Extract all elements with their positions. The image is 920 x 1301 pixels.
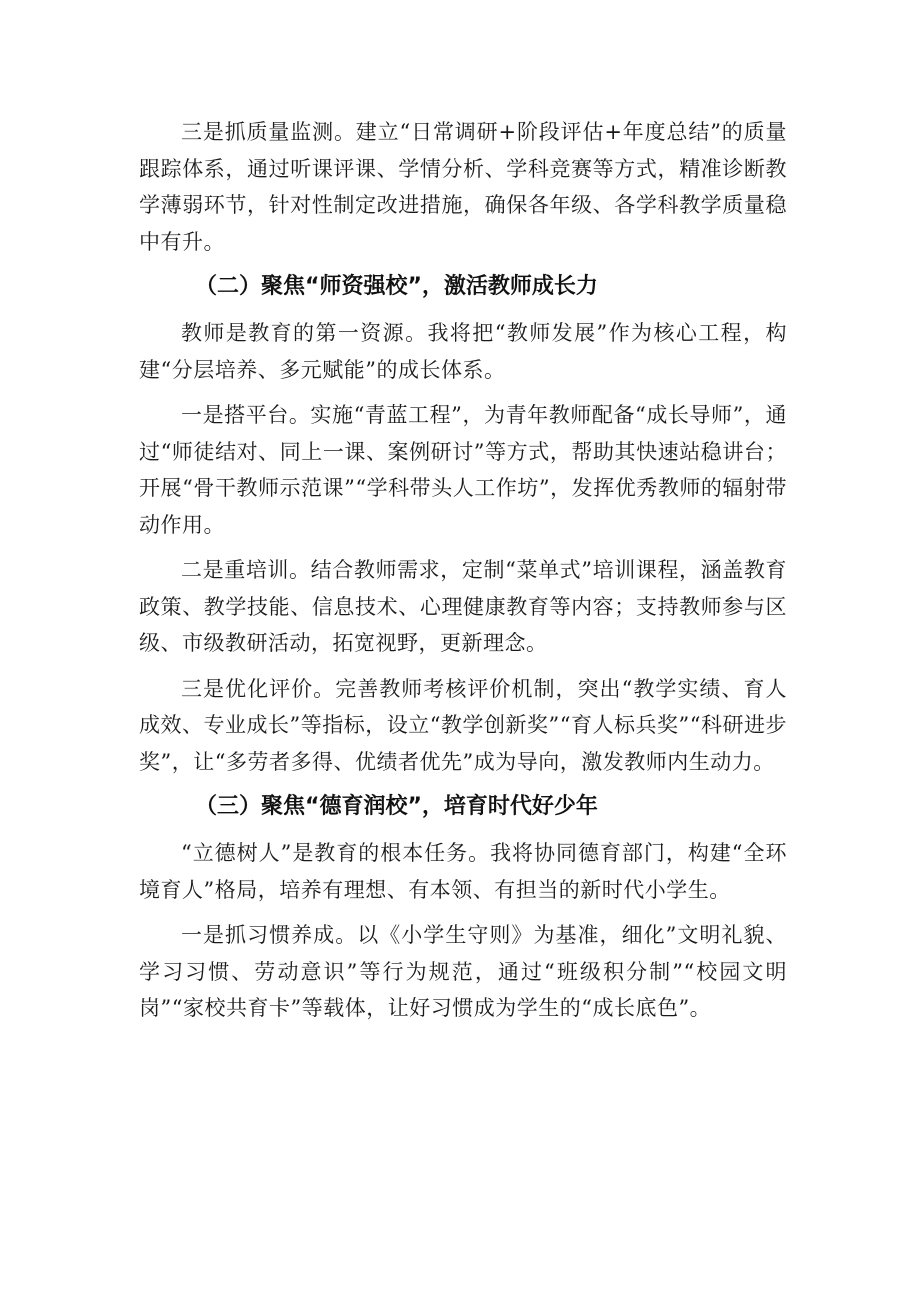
paragraph-training: 二是重培训。结合教师需求，定制“菜单式”培训课程，涵盖教育政策、教学技能、信息技术、心理健康教育等内容；支持教师参与区级、市级教研活动，拓宽视野，更新理念。 xyxy=(139,558,787,655)
paragraph-habit-formation: 一是抓习惯养成。以《小学生守则》为基准，细化”文明礼貌、学习习惯、劳动意识”等行为规范，通过“班级积分制”“校园文明岗”“家校共育卡”等载体，让好习惯成为学生的“成长底色”。 xyxy=(139,923,787,1020)
paragraph-moral-intro: “立德树人”是教育的根本任务。我将协同德育部门，构建“全环境育人”格局，培养有理想、有本领、有担当的新时代小学生。 xyxy=(139,841,787,902)
paragraph-quality-monitoring: 三是抓质量监测。建立“日常调研+阶段评估+年度总结”的质量跟踪体系，通过听课评课、学情分析、学科竞赛等方式，精准诊断教学薄弱环节，针对性制定改进措施，确保各年级、各学科教学质量稳中有升。 xyxy=(139,120,787,254)
document-body xyxy=(139,114,787,1036)
paragraph-build-platform: 一是搭平台。实施“青蓝工程”，为青年教师配备“成长导师”，通过“师徒结对、同上一课、案例研讨”等方式，帮助其快速站稳讲台；开展“骨干教师示范课”“学科带头人工作坊”，发挥优秀教师的辐射带动作用。 xyxy=(139,403,787,537)
paragraph-evaluation: 三是优化评价。完善教师考核评价机制，突出“教学实绩、育人成效、专业成长”等指标，设立“教学创新奖”“育人标兵奖”“科研进步奖”，让“多劳者多得、优绩者优先”成为导向，激发教师内生动力。 xyxy=(139,676,787,774)
section-heading-teachers: （二）聚焦“师资强校”，激活教师成长力 xyxy=(195,274,598,299)
paragraph-teacher-intro: 教师是教育的第一资源。我将把“教师发展”作为核心工程，构建“分层培养、多元赋能”的成长体系。 xyxy=(139,321,787,382)
section-heading-moral-education: （三）聚焦“德育润校”，培育时代好少年 xyxy=(195,794,598,819)
